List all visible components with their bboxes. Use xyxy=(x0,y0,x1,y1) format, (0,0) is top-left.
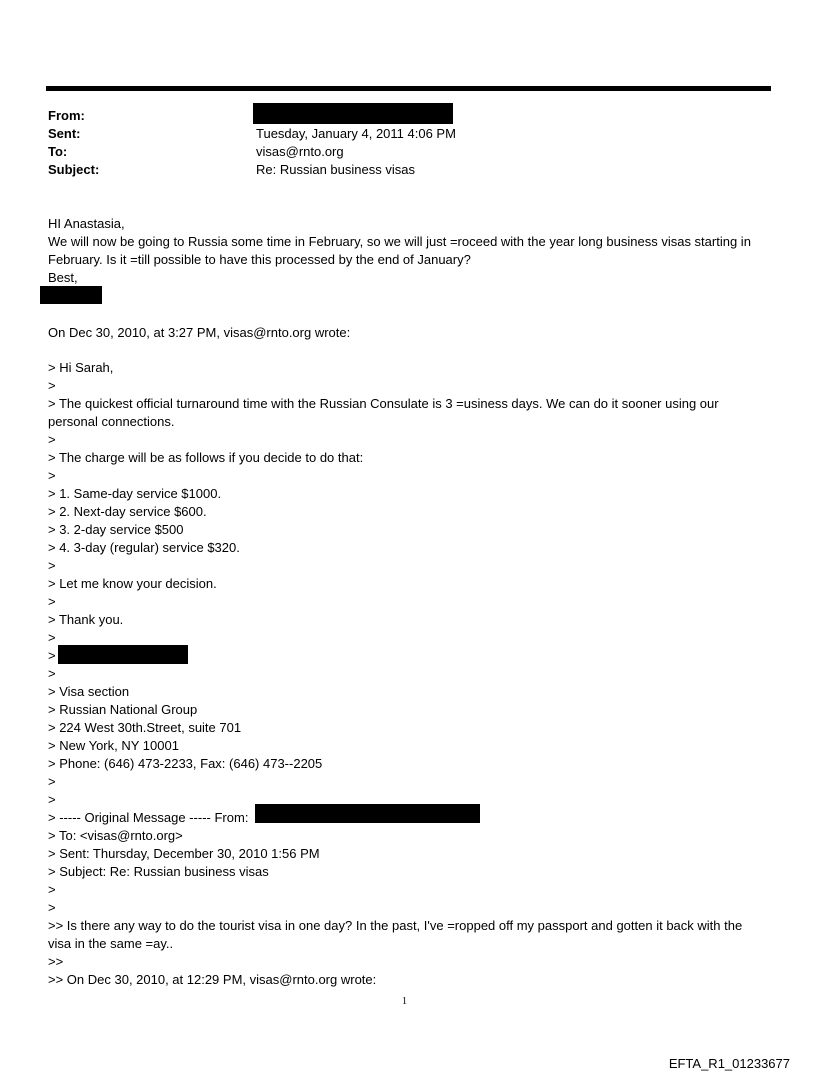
subject-value: Re: Russian business visas xyxy=(256,162,415,177)
page-number: 1 xyxy=(402,996,407,1007)
quoted-line: > Visa section xyxy=(48,684,130,699)
quoted-line: >> xyxy=(48,954,64,969)
quoted-line: > Let me know your decision. xyxy=(48,576,217,591)
greeting: HI Anastasia, xyxy=(48,216,125,231)
price-item: > 1. Same-day service $1000. xyxy=(48,486,222,501)
header-rule xyxy=(46,86,771,91)
reply-header: On Dec 30, 2010, at 3:27 PM, visas@rnto.org wrote: xyxy=(48,325,351,340)
quoted-line: >> Is there any way to do the tourist visa in one day? In the past, I've =ropped off my passport and gotten it back with the visa in the same =ay.. xyxy=(48,918,743,951)
quoted-line: > xyxy=(48,774,56,789)
price-item: > 4. 3-day (regular) service $320. xyxy=(48,540,240,555)
quoted-line: > xyxy=(48,648,56,663)
quoted-line: > xyxy=(48,792,56,807)
from-label: From: xyxy=(48,108,85,123)
quoted-line: > xyxy=(48,630,56,645)
quoted-line: > Subject: Re: Russian business visas xyxy=(48,864,269,879)
quoted-line: > New York, NY 10001 xyxy=(48,738,179,753)
quoted-line: > The quickest official turnaround time with the Russian Consulate is 3 =usiness days. We can do it sooner using our personal connections. xyxy=(48,396,719,429)
quoted-line: > Sent: Thursday, December 30, 2010 1:56 PM xyxy=(48,846,320,861)
price-item: > 3. 2-day service $500 xyxy=(48,522,184,537)
quoted-line: > 224 West 30th.Street, suite 701 xyxy=(48,720,242,735)
quoted-line: > xyxy=(48,558,56,573)
quoted-line: > xyxy=(48,432,56,447)
quoted-line: > ----- Original Message ----- From: xyxy=(48,810,249,825)
message-paragraph: We will now be going to Russia some time in February, so we will just =roceed with the year long business visas starting in February. Is it =till possible to have this processed by the end of January? xyxy=(48,234,751,267)
redacted-signature xyxy=(40,286,102,304)
quoted-line: > xyxy=(48,378,56,393)
redacted-name xyxy=(58,645,188,664)
subject-label: Subject: xyxy=(48,162,100,177)
quoted-line: > To: <visas@rnto.org> xyxy=(48,828,183,843)
quoted-line: >> On Dec 30, 2010, at 12:29 PM, visas@rnto.org wrote: xyxy=(48,972,377,987)
quoted-line: > xyxy=(48,594,56,609)
quoted-line: > xyxy=(48,468,56,483)
quoted-line: > The charge will be as follows if you decide to do that: xyxy=(48,450,364,465)
quoted-thread xyxy=(48,359,768,989)
quoted-line: > Thank you. xyxy=(48,612,124,627)
quoted-line: > Phone: (646) 473-2233, Fax: (646) 473--2205 xyxy=(48,756,323,771)
to-value: visas@rnto.org xyxy=(256,144,344,159)
quoted-line: > xyxy=(48,900,56,915)
redacted-original-sender xyxy=(255,804,480,823)
document-id: EFTA_R1_01233677 xyxy=(668,1056,790,1071)
price-item: > 2. Next-day service $600. xyxy=(48,504,207,519)
sent-value: Tuesday, January 4, 2011 4:06 PM xyxy=(256,126,456,141)
sent-label: Sent: xyxy=(48,126,81,141)
signoff: Best, xyxy=(48,270,78,285)
redacted-sender xyxy=(253,103,453,124)
quoted-line: > Russian National Group xyxy=(48,702,198,717)
quoted-line: > Hi Sarah, xyxy=(48,360,114,375)
message-body xyxy=(48,215,768,287)
to-label: To: xyxy=(48,144,68,159)
quoted-line: > xyxy=(48,882,56,897)
quoted-line: > xyxy=(48,666,56,681)
